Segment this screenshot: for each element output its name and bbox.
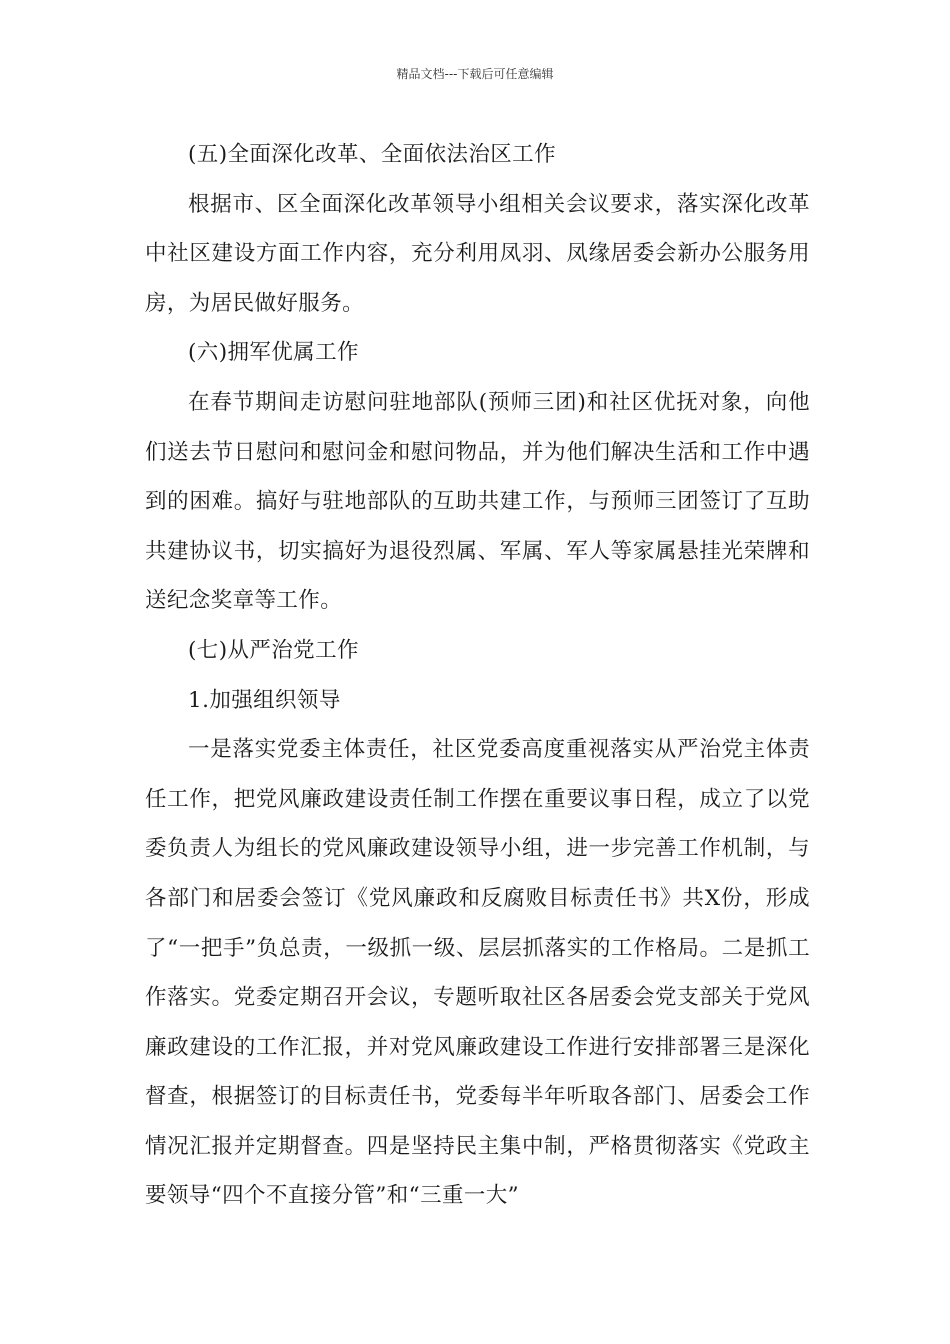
paragraph-party-discipline: 一是落实党委主体责任，社区党委高度重视落实从严治党主体责任工作，把党风廉政建设责任制工作摆在重要议事日程，成立了以党委负责人为组长的党风廉政建设领导小组，进一步完善工作机制，与各部门和居委会签订《党风廉政和反腐败目标责任书》共X份，形成了“一把手”负总责，一级抓一级、层层抓落实的工作格局。二是抓工作落实。党委定期召开会议，专题听取社区各居委会党支部关于党风廉政建设的工作汇报，并对党风廉政建设工作进行安排部署三是深化督查，根据签订的目标责任书，党委每半年听取各部门、居委会工作情况汇报并定期督查。四是坚持民主集中制，严格贯彻落实《党政主要领导“四个不直接分管”和“三重一大” xyxy=(145,737,810,1209)
document-body xyxy=(145,130,810,1221)
paragraph-military-support: 在春节期间走访慰问驻地部队(预师三团)和社区优抚对象，向他们送去节日慰问和慰问金和慰问物品，并为他们解决生活和工作中遇到的困难。搞好与驻地部队的互助共建工作，与预师三团签订了互助共建协议书，切实搞好为退役烈属、军属、军人等家属悬挂光荣牌和送纪念奖章等工作。 xyxy=(145,389,810,614)
page-header: 精品文档---下载后可任意编辑 xyxy=(396,67,554,81)
subsection-heading-1: 1.加强组织领导 xyxy=(188,687,341,713)
paragraph-reform: 根据市、区全面深化改革领导小组相关会议要求，落实深化改革中社区建设方面工作内容，充分利用凤羽、凤缘居委会新办公服务用房，为居民做好服务。 xyxy=(145,191,810,316)
section-heading-5: (五)全面深化改革、全面依法治区工作 xyxy=(188,142,556,167)
section-heading-7: (七)从严治党工作 xyxy=(188,637,359,663)
section-heading-6: (六)拥军优属工作 xyxy=(188,340,359,366)
